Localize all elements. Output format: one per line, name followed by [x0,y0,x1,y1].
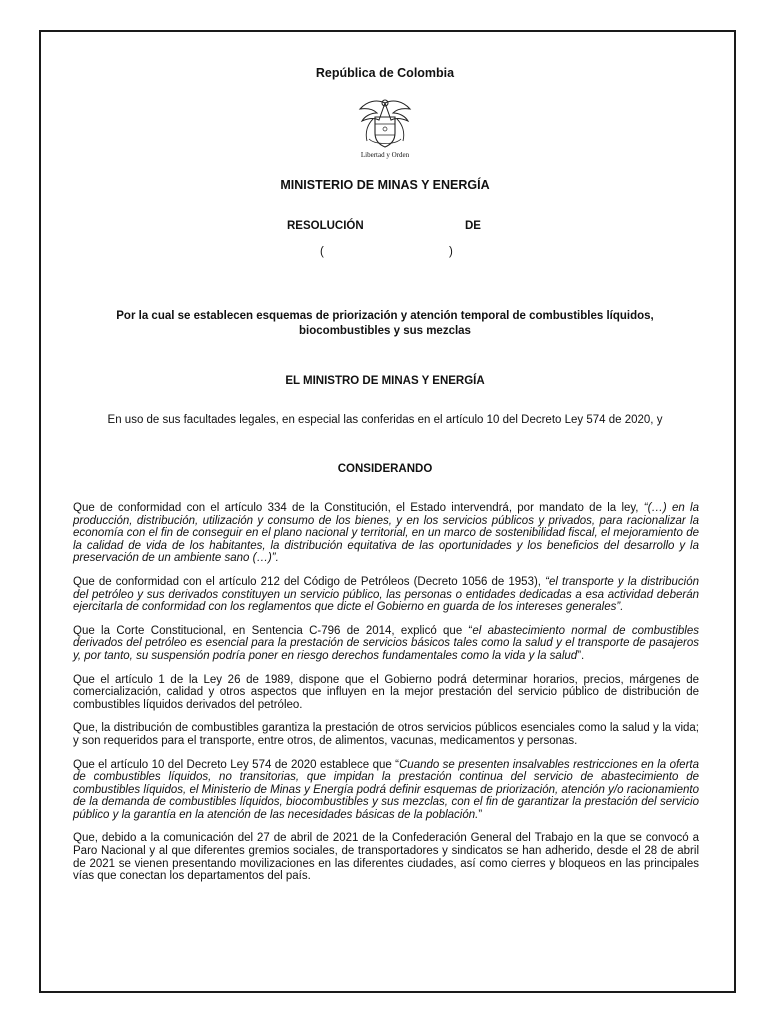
paragraph-5: Que, la distribución de combustibles garantiza la prestación de otros servicios públicos esenciales como la salud y la vida; y son requeridos para el transporte, entre otros, de alimentos, vacunas, medicamentos y personas. [73,722,699,747]
country-heading: República de Colombia [315,66,455,80]
paragraph-2: Que de conformidad con el artículo 212 del Código de Petróleos (Decreto 1056 de 1953), “el transporte y la distribución del petróleo y sus derivados constituyen un servicio público, las personas o entidades dedicadas a esa actividad deberán ejercitarla de conformidad con los reglamentos que dicte el Gobierno en guarda de los intereses generales”. [73,575,699,614]
considerando-heading: CONSIDERANDO [337,463,433,475]
ministry-heading: MINISTERIO DE MINAS Y ENERGÍA [280,178,490,192]
paren-open: ( [320,246,324,258]
paren-close: ) [449,246,453,258]
seal-motto: Libertad y Orden [360,151,410,159]
minister-heading: EL MINISTRO DE MINAS Y ENERGÍA [285,375,485,387]
resolution-subject: Por la cual se establecen esquemas de priorización y atención temporal de combustibles líquidos, biocombustibles y sus mezclas [116,310,654,337]
paragraph-4: Que el artículo 1 de la Ley 26 de 1989, dispone que el Gobierno podrá determinar horarios, precios, márgenes de comercialización, calidad y otros aspectos que influyen en la mejor prestación del servicio público de distribución de combustibles líquidos derivados del petróleo. [73,673,699,711]
legal-faculties-text: En uso de sus facultades legales, en especial las conferidas en el artículo 10 del Decreto Ley 574 de 2020, y [107,414,663,426]
resolution-date-label: DE [465,220,481,232]
paragraph-1: Que de conformidad con el artículo 334 de la Constitución, el Estado intervendrá, por mandato de la ley, “(…) en la producción, distribución, utilización y consumo de los bienes, y en los servicios públicos y privados, para racionalizar la economía con el fin de conseguir en el plano nacional y territorial, en un marco de sostenibilidad fiscal, el mejoramiento de la calidad de vida de los habitantes, la distribución equitativa de las oportunidades y los beneficios del desarrollo y la preservación de un ambiente sano (…)”. [73,502,700,565]
paragraph-3: Que la Corte Constitucional, en Sentencia C-796 de 2014, explicó que “el abastecimiento normal de combustibles derivados del petróleo es esencial para la prestación de servicios básicos tales como la salud y el transporte de pasajeros y, por tanto, su suspensión podría poner en riesgo derechos fundamentales como la vida y la salud”. [73,624,699,662]
considerations-body [73,502,699,894]
paragraph-7: Que, debido a la comunicación del 27 de abril de 2021 de la Confederación General del Trabajo en la que se convocó a Paro Nacional y al que diferentes gremios sociales, de transportadores y sindicatos se han adherido, desde el 28 de abril de 2021 se vienen presentando movilizaciones en las diferentes ciudades, así como cierres y bloqueos en las principales vías que conectan los departamentos del país. [73,832,699,883]
resolution-label: RESOLUCIÓN [287,220,364,232]
paragraph-6: Que el artículo 10 del Decreto Ley 574 de 2020 establece que “Cuando se presenten insalvables restricciones en la oferta de combustibles líquidos, no transitorias, que impidan la prestación continua del servicio de abastecimiento de combustibles líquidos, el Ministerio de Minas y Energía podrá definir esquemas de priorización, atención y/o racionamiento de la demanda de combustibles líquidos, biocombustibles y sus mezclas, con el fin de garantizar la prestación del servicio público y la garantía en la atención de las necesidades básicas de la población.” [73,758,699,821]
